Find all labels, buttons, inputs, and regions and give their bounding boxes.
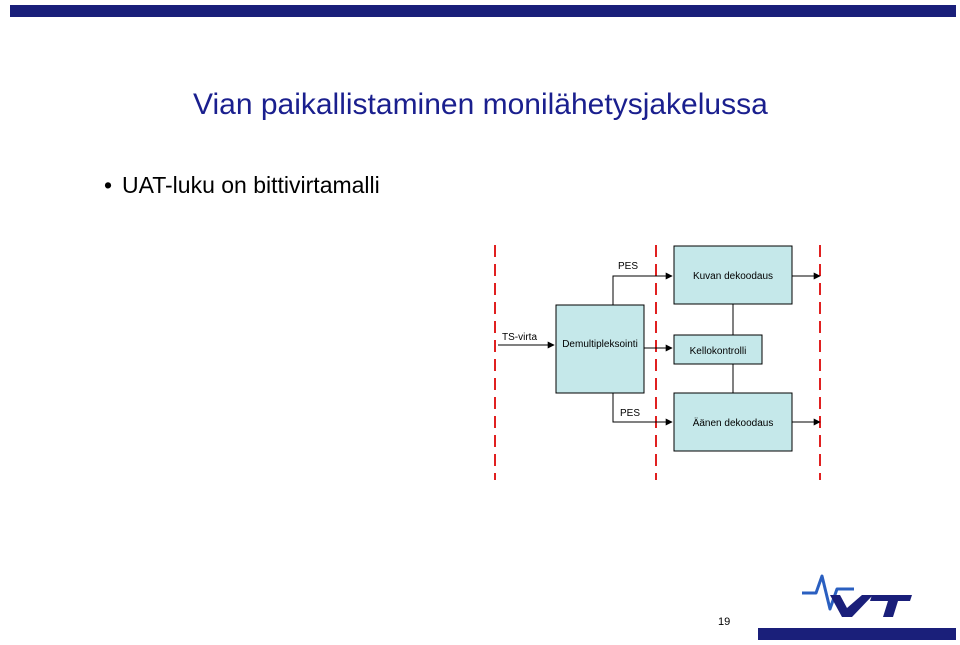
bottom-bar [758,628,956,640]
audio-decoding-label: Äänen dekoodaus [692,418,774,429]
pes-bottom-label: PES [620,408,641,419]
top-bar [10,5,956,17]
ts-stream-label: TS-virta [502,332,537,343]
vtt-logo [800,573,915,621]
bullet-text: UAT-luku on bittivirtamalli [122,172,380,198]
bullet-item [104,172,380,199]
vtt-logo-letters [830,595,912,617]
bullet-dot: • [104,172,113,198]
clock-control-label: Kellokontrolli [689,346,747,357]
pes-top-connector [613,276,672,305]
stream-model-diagram [488,240,828,485]
slide-title: Vian paikallistaminen monilähetysjakelussa [193,88,768,121]
demux-label: Demultipleksointi [562,339,638,350]
video-decoding-label: Kuvan dekoodaus [692,271,774,282]
page-number: 19 [718,616,731,628]
pes-top-label: PES [618,261,639,272]
